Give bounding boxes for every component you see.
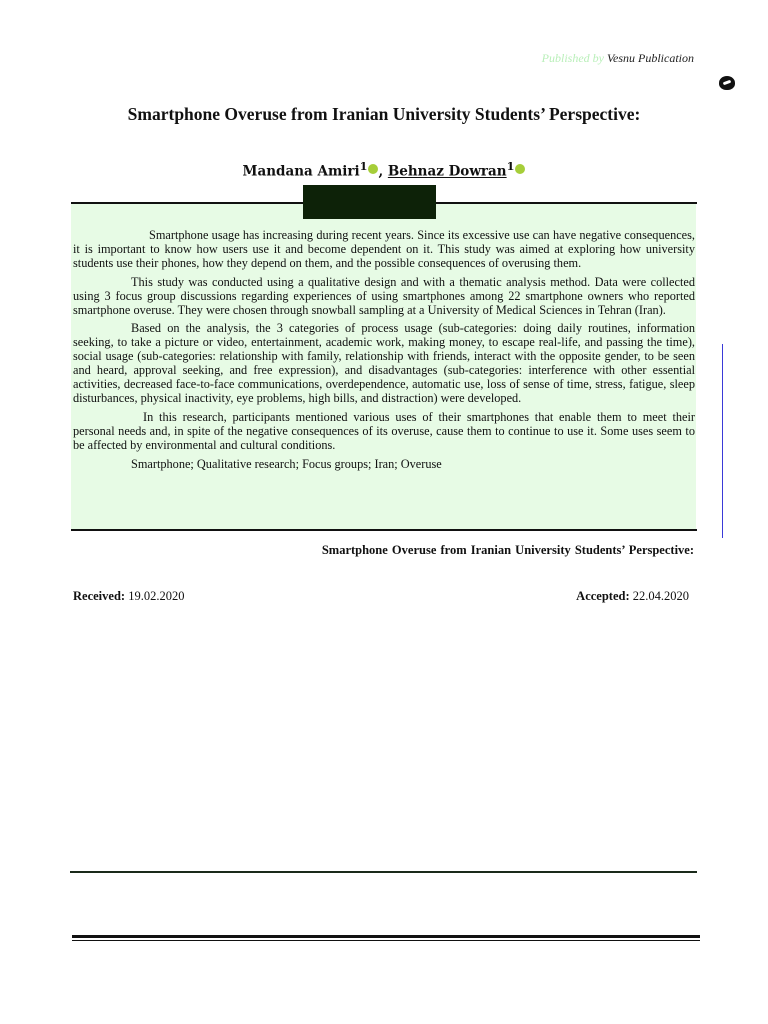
author-separator: , xyxy=(378,163,388,180)
author-list xyxy=(0,159,768,180)
footer-double-rule xyxy=(72,935,700,938)
running-title: Smartphone Overuse from Iranian University Students’ Perspective: xyxy=(321,543,694,557)
accepted-label: Accepted: xyxy=(576,589,630,603)
author-affiliation: 1 xyxy=(359,159,368,173)
abstract-conclusion: In this research, participants mentioned various uses of their smartphones that enable them to meet their personal needs and, in spite of the negative consequences of its overuse, cause them to continue to use it. Some uses seem to be affected by environmental and cultural conditions. xyxy=(73,409,695,452)
author-name: Mandana Amiri xyxy=(242,163,360,180)
published-by-label: Published by xyxy=(541,51,604,65)
received-value: 19.02.2020 xyxy=(128,589,185,603)
received-label: Received: xyxy=(73,589,126,603)
footer-divider xyxy=(70,871,697,873)
footer-double-rule-thin xyxy=(72,940,700,941)
abstract-heading-block xyxy=(303,185,436,219)
abstract-results: Based on the analysis, the 3 categories of process usage (sub-categories: doing daily routines, information seeking, to take a picture or video, entertainment, academic work, making money, to escape real-life, and passing the time), social usage (sub-categories: relationship with family, relationship with friends, interact with the opposite gender, to be seen and heard, approval seeking, and free expression), and disadvantages (sub-categories: interference with other essential activities, decreased face-to-face communications, overdependence, automatic use, loss of sense of time, stress, fatigue, sleep disturbances, physical inactivity, eye problems, high bills, and distraction) were developed. xyxy=(73,321,695,405)
logo-icon xyxy=(719,76,735,90)
accepted-value: 22.04.2020 xyxy=(632,589,689,603)
author-name-link[interactable]: Behnaz Dowran xyxy=(387,163,507,180)
orcid-icon[interactable] xyxy=(368,164,378,174)
abstract-keywords: Smartphone; Qualitative research; Focus groups; Iran; Overuse xyxy=(131,456,442,471)
abstract-background: Smartphone usage has increasing during recent years. Since its excessive use can have negative consequences, it is important to know how users use it and become dependent on it. This study was aimed at exploring how university students use their phones, how they depend on them, and the possible consequences of overusing them. xyxy=(73,228,695,270)
publisher-line xyxy=(542,51,694,66)
abstract-box xyxy=(71,204,696,529)
margin-line xyxy=(722,344,723,538)
received-date xyxy=(73,589,184,604)
abstract-methods: This study was conducted using a qualitative design and with a thematic analysis method. Data were collected using 3 focus group discussions regarding experiences of using smartphones among 22 smartphone owners who reported smartphone overuse. They were chosen through snowball sampling at a University of Medical Sciences in Tehran (Iran). xyxy=(73,274,695,317)
orcid-icon[interactable] xyxy=(515,164,525,174)
publisher-name: Vesnu Publication xyxy=(607,51,694,65)
author-affiliation: 1 xyxy=(506,159,515,173)
accepted-date xyxy=(576,589,689,604)
article-title: Smartphone Overuse from Iranian University Students’ Perspective: xyxy=(127,104,641,124)
abstract-bottom-rule xyxy=(71,529,697,531)
